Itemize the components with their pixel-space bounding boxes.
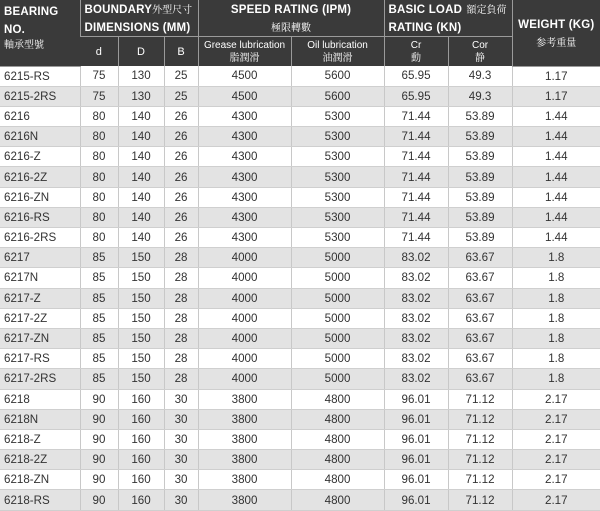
cell-D: 150	[118, 288, 164, 308]
cell-d: 90	[80, 389, 118, 409]
cell-d: 80	[80, 228, 118, 248]
cell-cr: 96.01	[384, 429, 448, 449]
cell-bearing-no: 6218-RS	[0, 490, 80, 510]
cell-D: 150	[118, 328, 164, 348]
cell-B: 26	[164, 106, 198, 126]
cell-cor: 53.89	[448, 187, 512, 207]
cell-oil-speed: 5000	[291, 328, 384, 348]
cell-cr: 83.02	[384, 288, 448, 308]
cell-cor: 49.3	[448, 66, 512, 86]
cell-oil-speed: 5000	[291, 369, 384, 389]
cell-oil-speed: 5300	[291, 207, 384, 227]
cell-bearing-no: 6218-Z	[0, 429, 80, 449]
cell-D: 140	[118, 207, 164, 227]
cell-B: 28	[164, 308, 198, 328]
cell-cor: 71.12	[448, 470, 512, 490]
cell-grease-speed: 4000	[198, 308, 291, 328]
table-header	[0, 0, 600, 66]
header-cor-en: Cor	[471, 39, 489, 51]
cell-oil-speed: 5300	[291, 187, 384, 207]
header-bearing-zh: 軸承型號	[4, 40, 44, 51]
cell-weight: 1.44	[512, 228, 600, 248]
cell-weight: 1.8	[512, 248, 600, 268]
cell-B: 25	[164, 86, 198, 106]
cell-bearing-no: 6216-RS	[0, 207, 80, 227]
cell-oil-speed: 4800	[291, 490, 384, 510]
cell-bearing-no: 6216N	[0, 127, 80, 147]
cell-grease-speed: 3800	[198, 409, 291, 429]
header-col-d-label: d	[95, 45, 102, 58]
cell-D: 160	[118, 490, 164, 510]
cell-oil-speed: 5000	[291, 268, 384, 288]
cell-B: 26	[164, 127, 198, 147]
cell-D: 140	[118, 106, 164, 126]
cell-cor: 49.3	[448, 86, 512, 106]
table-row	[0, 147, 600, 167]
cell-cor: 71.12	[448, 490, 512, 510]
cell-grease-speed: 4300	[198, 228, 291, 248]
cell-cr: 96.01	[384, 389, 448, 409]
cell-oil-speed: 5600	[291, 66, 384, 86]
cell-weight: 2.17	[512, 409, 600, 429]
table-row	[0, 106, 600, 126]
cell-weight: 2.17	[512, 450, 600, 470]
cell-cr: 83.02	[384, 268, 448, 288]
table-row	[0, 268, 600, 288]
cell-grease-speed: 4300	[198, 127, 291, 147]
header-col-B	[164, 37, 198, 67]
cell-cr: 96.01	[384, 470, 448, 490]
cell-B: 28	[164, 369, 198, 389]
cell-d: 75	[80, 86, 118, 106]
table-row	[0, 207, 600, 227]
cell-weight: 2.17	[512, 490, 600, 510]
cell-d: 85	[80, 369, 118, 389]
cell-d: 80	[80, 106, 118, 126]
cell-cor: 53.89	[448, 207, 512, 227]
cell-weight: 2.17	[512, 429, 600, 449]
cell-B: 25	[164, 66, 198, 86]
header-col-B-label: B	[177, 45, 185, 58]
cell-grease-speed: 4000	[198, 268, 291, 288]
header-col-cor	[448, 37, 512, 67]
cell-grease-speed: 4000	[198, 288, 291, 308]
header-col-d	[80, 37, 118, 67]
cell-d: 80	[80, 147, 118, 167]
cell-weight: 1.8	[512, 328, 600, 348]
cell-B: 28	[164, 268, 198, 288]
cell-cr: 71.44	[384, 207, 448, 227]
cell-grease-speed: 3800	[198, 429, 291, 449]
cell-weight: 1.44	[512, 187, 600, 207]
cell-cor: 71.12	[448, 389, 512, 409]
cell-cr: 83.02	[384, 308, 448, 328]
table-row	[0, 490, 600, 510]
cell-weight: 1.8	[512, 268, 600, 288]
table-row	[0, 328, 600, 348]
table-row	[0, 450, 600, 470]
cell-grease-speed: 4300	[198, 106, 291, 126]
table-row	[0, 349, 600, 369]
header-weight-en: WEIGHT (KG)	[518, 18, 595, 31]
cell-B: 30	[164, 429, 198, 449]
header-bearing-no	[0, 0, 80, 66]
cell-oil-speed: 5300	[291, 106, 384, 126]
cell-grease-speed: 4000	[198, 328, 291, 348]
cell-cr: 71.44	[384, 187, 448, 207]
cell-cr: 96.01	[384, 450, 448, 470]
cell-weight: 1.44	[512, 167, 600, 187]
cell-d: 85	[80, 268, 118, 288]
cell-d: 90	[80, 470, 118, 490]
cell-weight: 1.8	[512, 369, 600, 389]
cell-grease-speed: 4300	[198, 187, 291, 207]
cell-B: 30	[164, 450, 198, 470]
cell-d: 85	[80, 288, 118, 308]
header-cr-zh: 動	[411, 52, 422, 64]
cell-weight: 1.8	[512, 349, 600, 369]
header-load-en2: RATING (KN)	[388, 22, 462, 34]
cell-weight: 1.8	[512, 288, 600, 308]
cell-cr: 71.44	[384, 167, 448, 187]
table-row	[0, 248, 600, 268]
cell-B: 28	[164, 349, 198, 369]
header-grease-zh: 脂潤滑	[229, 52, 260, 64]
cell-bearing-no: 6215-2RS	[0, 86, 80, 106]
cell-weight: 1.44	[512, 127, 600, 147]
cell-weight: 1.8	[512, 308, 600, 328]
cell-cr: 71.44	[384, 228, 448, 248]
cell-cr: 96.01	[384, 490, 448, 510]
cell-D: 140	[118, 187, 164, 207]
cell-oil-speed: 5300	[291, 228, 384, 248]
table-row	[0, 127, 600, 147]
cell-B: 30	[164, 470, 198, 490]
header-boundary-dimensions	[80, 0, 198, 37]
cell-bearing-no: 6218N	[0, 409, 80, 429]
cell-grease-speed: 4300	[198, 147, 291, 167]
cell-B: 28	[164, 288, 198, 308]
cell-grease-speed: 4300	[198, 207, 291, 227]
cell-D: 140	[118, 167, 164, 187]
cell-cr: 71.44	[384, 106, 448, 126]
cell-weight: 1.17	[512, 66, 600, 86]
cell-d: 85	[80, 308, 118, 328]
table-row	[0, 288, 600, 308]
cell-grease-speed: 4000	[198, 349, 291, 369]
cell-oil-speed: 4800	[291, 450, 384, 470]
cell-d: 85	[80, 248, 118, 268]
cell-bearing-no: 6217-2Z	[0, 308, 80, 328]
cell-D: 160	[118, 429, 164, 449]
cell-bearing-no: 6216-ZN	[0, 187, 80, 207]
table-row	[0, 429, 600, 449]
table-body	[0, 66, 600, 510]
cell-D: 130	[118, 86, 164, 106]
cell-weight: 2.17	[512, 389, 600, 409]
cell-oil-speed: 4800	[291, 429, 384, 449]
cell-cr: 83.02	[384, 328, 448, 348]
cell-cr: 83.02	[384, 248, 448, 268]
cell-weight: 1.44	[512, 207, 600, 227]
cell-D: 140	[118, 147, 164, 167]
cell-weight: 2.17	[512, 470, 600, 490]
cell-grease-speed: 4300	[198, 167, 291, 187]
cell-D: 150	[118, 248, 164, 268]
cell-grease-speed: 3800	[198, 450, 291, 470]
cell-d: 90	[80, 429, 118, 449]
cell-grease-speed: 4000	[198, 369, 291, 389]
cell-d: 75	[80, 66, 118, 86]
header-oil-en: Oil lubrication	[307, 39, 368, 51]
cell-B: 30	[164, 409, 198, 429]
cell-cr: 71.44	[384, 127, 448, 147]
cell-D: 150	[118, 369, 164, 389]
cell-oil-speed: 4800	[291, 389, 384, 409]
table-row	[0, 228, 600, 248]
header-load-zh: 額定負荷	[466, 5, 507, 16]
cell-bearing-no: 6215-RS	[0, 66, 80, 86]
cell-D: 160	[118, 409, 164, 429]
header-col-D-label: D	[137, 45, 145, 58]
cell-weight: 1.44	[512, 147, 600, 167]
cell-oil-speed: 5600	[291, 86, 384, 106]
table-row	[0, 187, 600, 207]
cell-B: 26	[164, 147, 198, 167]
cell-cor: 71.12	[448, 429, 512, 449]
cell-oil-speed: 4800	[291, 409, 384, 429]
cell-bearing-no: 6217	[0, 248, 80, 268]
cell-cor: 63.67	[448, 369, 512, 389]
header-oil-zh: 油潤滑	[322, 52, 353, 64]
table-row	[0, 66, 600, 86]
cell-cor: 63.67	[448, 308, 512, 328]
cell-bearing-no: 6217-ZN	[0, 328, 80, 348]
cell-oil-speed: 4800	[291, 470, 384, 490]
cell-cr: 96.01	[384, 409, 448, 429]
cell-cr: 65.95	[384, 86, 448, 106]
header-load-en: BASIC LOAD	[388, 4, 463, 16]
cell-B: 26	[164, 187, 198, 207]
cell-bearing-no: 6216-2Z	[0, 167, 80, 187]
table-row	[0, 308, 600, 328]
cell-B: 28	[164, 248, 198, 268]
cell-d: 90	[80, 409, 118, 429]
cell-cor: 53.89	[448, 106, 512, 126]
header-col-cr	[384, 37, 448, 67]
cell-d: 80	[80, 187, 118, 207]
cell-cor: 63.67	[448, 248, 512, 268]
cell-grease-speed: 3800	[198, 470, 291, 490]
table-row	[0, 389, 600, 409]
header-cor-zh: 静	[475, 52, 486, 64]
cell-B: 30	[164, 389, 198, 409]
cell-grease-speed: 4500	[198, 86, 291, 106]
cell-oil-speed: 5300	[291, 127, 384, 147]
cell-cor: 53.89	[448, 147, 512, 167]
header-col-D	[118, 37, 164, 67]
header-basic-load-rating	[384, 0, 512, 37]
cell-oil-speed: 5000	[291, 288, 384, 308]
cell-d: 80	[80, 127, 118, 147]
cell-B: 26	[164, 228, 198, 248]
cell-cr: 83.02	[384, 369, 448, 389]
cell-cor: 63.67	[448, 349, 512, 369]
header-weight-zh: 参考重量	[536, 37, 577, 49]
cell-bearing-no: 6217-2RS	[0, 369, 80, 389]
cell-B: 26	[164, 207, 198, 227]
header-boundary-zh: 外型尺寸	[152, 5, 193, 16]
header-boundary-en2: DIMENSIONS (MM)	[84, 22, 191, 34]
cell-D: 160	[118, 450, 164, 470]
cell-d: 90	[80, 450, 118, 470]
cell-oil-speed: 5000	[291, 349, 384, 369]
header-boundary-en: BOUNDARY	[84, 4, 153, 16]
cell-B: 26	[164, 167, 198, 187]
cell-oil-speed: 5000	[291, 248, 384, 268]
table-row	[0, 167, 600, 187]
cell-bearing-no: 6216-Z	[0, 147, 80, 167]
cell-weight: 1.17	[512, 86, 600, 106]
cell-bearing-no: 6218-2Z	[0, 450, 80, 470]
cell-cor: 63.67	[448, 328, 512, 348]
cell-d: 85	[80, 349, 118, 369]
cell-cor: 63.67	[448, 268, 512, 288]
header-col-grease	[198, 37, 291, 67]
cell-bearing-no: 6218	[0, 389, 80, 409]
cell-oil-speed: 5300	[291, 167, 384, 187]
cell-cor: 53.89	[448, 167, 512, 187]
cell-d: 80	[80, 167, 118, 187]
cell-D: 150	[118, 308, 164, 328]
header-cr-en: Cr	[410, 39, 422, 51]
cell-cr: 65.95	[384, 66, 448, 86]
cell-D: 140	[118, 127, 164, 147]
cell-grease-speed: 4500	[198, 66, 291, 86]
cell-bearing-no: 6216	[0, 106, 80, 126]
cell-D: 150	[118, 268, 164, 288]
table-row	[0, 86, 600, 106]
cell-D: 160	[118, 389, 164, 409]
cell-cor: 53.89	[448, 127, 512, 147]
cell-cor: 63.67	[448, 288, 512, 308]
cell-bearing-no: 6218-ZN	[0, 470, 80, 490]
cell-B: 30	[164, 490, 198, 510]
cell-d: 80	[80, 207, 118, 227]
header-speed-rating	[198, 0, 384, 37]
header-grease-en: Grease lubrication	[203, 39, 286, 51]
cell-cr: 83.02	[384, 349, 448, 369]
cell-grease-speed: 3800	[198, 490, 291, 510]
cell-cor: 71.12	[448, 409, 512, 429]
cell-bearing-no: 6217-RS	[0, 349, 80, 369]
cell-cor: 53.89	[448, 228, 512, 248]
cell-bearing-no: 6217-Z	[0, 288, 80, 308]
header-speed-zh: 極限轉數	[271, 23, 312, 34]
cell-d: 90	[80, 490, 118, 510]
header-weight	[512, 0, 600, 66]
cell-oil-speed: 5300	[291, 147, 384, 167]
cell-grease-speed: 3800	[198, 389, 291, 409]
cell-oil-speed: 5000	[291, 308, 384, 328]
table-row	[0, 369, 600, 389]
cell-cr: 71.44	[384, 147, 448, 167]
cell-cor: 71.12	[448, 450, 512, 470]
header-col-oil	[291, 37, 384, 67]
table-row	[0, 409, 600, 429]
cell-D: 140	[118, 228, 164, 248]
header-bearing-en: BEARING NO.	[4, 6, 59, 36]
cell-D: 150	[118, 349, 164, 369]
table-row	[0, 470, 600, 490]
header-speed-en: SPEED RATING (IPM)	[230, 4, 352, 16]
cell-B: 28	[164, 328, 198, 348]
cell-grease-speed: 4000	[198, 248, 291, 268]
cell-bearing-no: 6217N	[0, 268, 80, 288]
cell-D: 130	[118, 66, 164, 86]
cell-d: 85	[80, 328, 118, 348]
cell-weight: 1.44	[512, 106, 600, 126]
cell-bearing-no: 6216-2RS	[0, 228, 80, 248]
cell-D: 160	[118, 470, 164, 490]
